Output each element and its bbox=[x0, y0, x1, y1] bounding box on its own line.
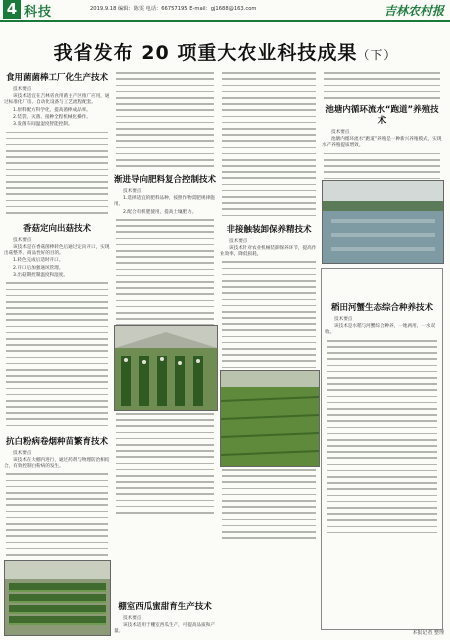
article-text: 2.开口后加强通风管理。 bbox=[13, 265, 64, 271]
column-3 bbox=[220, 70, 318, 635]
headline-title: 我省发布 20 项重大农业科技成果 bbox=[53, 42, 358, 64]
article-text: 3.出菇期控制温度和湿度。 bbox=[13, 272, 68, 278]
text-line bbox=[322, 95, 442, 101]
article-title: 稻田河蟹生态综合种养技术 bbox=[330, 303, 433, 313]
article-text: 技术要点 bbox=[334, 317, 353, 322]
article-text: 该技术针对农业机械装卸保养环节，提高作业效率，降低损耗。 bbox=[220, 245, 317, 257]
article-text: 1.选择适宜的肥料品种，按照作物需肥规律施用。 bbox=[114, 196, 215, 208]
article-text: 技术要点 bbox=[13, 87, 32, 92]
article-text: 该技术在大棚内进行，通过药剂与物理防治相结合，有效控制白粉病的发生。 bbox=[4, 457, 110, 469]
article-text: 技术要点 bbox=[229, 238, 248, 244]
text-line bbox=[4, 210, 110, 216]
masthead bbox=[0, 0, 450, 20]
article-title: 池塘内循环流水“跑道”养殖技术 bbox=[325, 104, 439, 126]
unreadable-text bbox=[220, 70, 318, 219]
headline-suffix: （下） bbox=[357, 48, 397, 62]
column-1 bbox=[4, 70, 110, 635]
photo-credit: 本报记者 整理 bbox=[412, 630, 444, 636]
text-line bbox=[220, 212, 318, 218]
unreadable-text bbox=[4, 471, 110, 570]
article-title: 渐进导向肥料复合控制技术 bbox=[114, 175, 216, 185]
article-text: 该技术是水稻与河蟹综合种养，一地两用，一水双收。 bbox=[325, 324, 436, 336]
section-title: 科技 bbox=[24, 5, 53, 20]
photo-fish-pond bbox=[322, 180, 444, 264]
article-title: 棚室西瓜蜜甜育生产技术 bbox=[118, 601, 212, 612]
unreadable-text bbox=[220, 454, 318, 541]
photo-tobacco-seedlings bbox=[4, 560, 111, 636]
article-text: 技术要点 bbox=[331, 129, 350, 135]
article-text: 1.原料配方科学化，提高菌棒成品率。 bbox=[13, 107, 91, 113]
unreadable-text bbox=[4, 280, 110, 429]
article-text: 1.转色完成后适时开口。 bbox=[13, 258, 64, 264]
article-title: 非接触装卸保养精技术 bbox=[226, 224, 312, 235]
article-text: 技术要点 bbox=[13, 450, 32, 456]
article-text: 2.配合有机肥使用，提高土壤肥力。 bbox=[123, 209, 197, 215]
article-title: 食用菌菌棒工厂化生产技术 bbox=[5, 73, 108, 83]
text-line bbox=[114, 510, 216, 516]
unreadable-text bbox=[325, 338, 439, 536]
article-text: 技术要点 bbox=[123, 615, 142, 621]
masthead-meta: 2019.9.18 编辑：陈雯 电话：66757195 E-mail：gj1688@163.com bbox=[90, 6, 257, 12]
page-headline bbox=[0, 38, 450, 65]
masthead-rule bbox=[0, 20, 450, 22]
text-line bbox=[4, 422, 110, 428]
unreadable-text bbox=[114, 70, 216, 169]
photo-rice-field bbox=[220, 370, 320, 467]
page-number: 4 bbox=[3, 0, 21, 19]
photo-lily-greenhouse bbox=[114, 325, 218, 411]
column-4-box bbox=[325, 300, 439, 620]
article-text: 池塘内循环流水“跑道”养殖是一种新兴养殖模式，实现水产养殖提质增效。 bbox=[322, 137, 442, 149]
text-line bbox=[325, 529, 439, 535]
unreadable-text bbox=[114, 217, 216, 341]
text-line bbox=[220, 535, 318, 541]
unreadable-text bbox=[4, 129, 110, 216]
newspaper-brand: 吉林农村报 bbox=[383, 4, 444, 18]
article-text: 该技术是在香菇菌棒转色后通过定向开口，实现出菇整齐、商品性好的目的。 bbox=[4, 245, 110, 257]
article-title: 香菇定向出菇技术 bbox=[22, 223, 91, 234]
article-text: 该技术适宜在吉林省食用菌主产区推广应用，通过标准化厂房、自动化设备与工艺流程配套。 bbox=[4, 94, 110, 106]
article-text: 3.发菌车间温湿度智能控制。 bbox=[13, 122, 73, 128]
article-text: 技术要点 bbox=[123, 189, 142, 194]
article-text: 技术要点 bbox=[13, 237, 32, 243]
article-title: 抗白粉病卷烟种苗繁育技术 bbox=[5, 436, 108, 447]
text-line bbox=[114, 163, 216, 169]
article-text: 2.装袋、灭菌、接种全程机械化操作。 bbox=[13, 114, 91, 120]
article-text: 该技术适用于棚室西瓜生产，可提高品质和产量。 bbox=[114, 623, 215, 635]
unreadable-text bbox=[322, 70, 442, 101]
